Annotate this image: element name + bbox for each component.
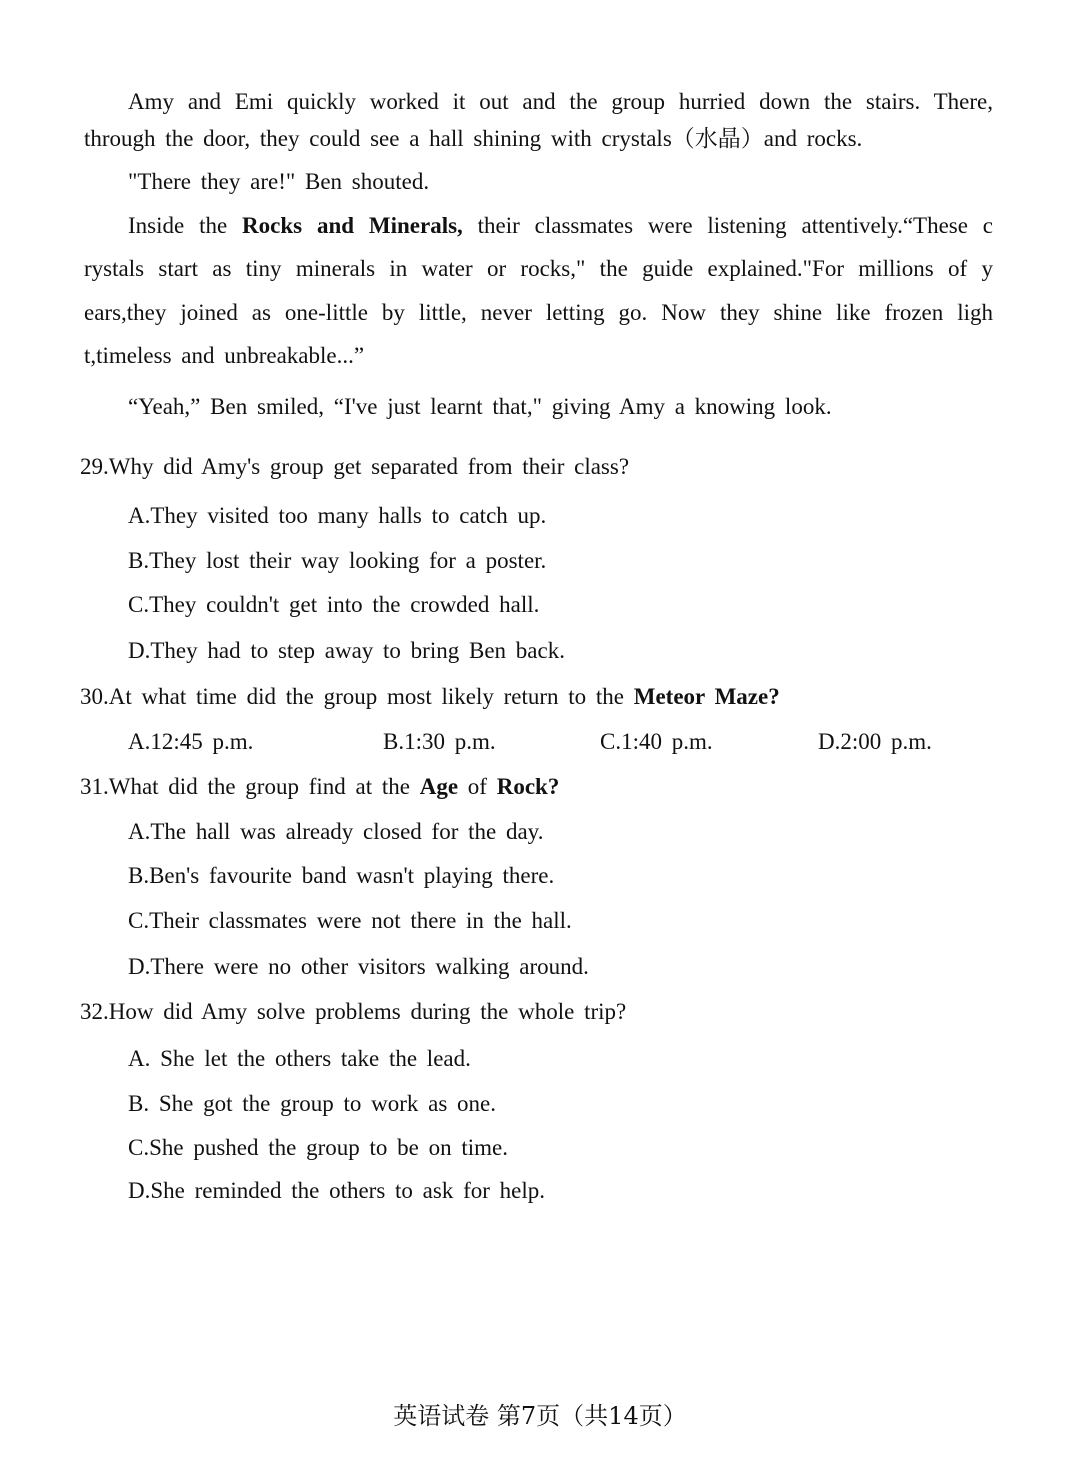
question-30-option-a: A.12:45 p.m.	[128, 729, 254, 754]
question-31-option-d: D.There were no other visitors walking around.	[128, 954, 589, 979]
question-31-option-c: C.Their classmates were not there in the hall.	[128, 908, 572, 933]
question-30-stem	[80, 682, 780, 712]
passage-paragraph-1-line-1: Amy and Emi quickly worked it out and the group hurried down the stairs. There,	[128, 89, 993, 114]
question-30-option-c: C.1:40 p.m.	[600, 729, 713, 754]
question-32-option-a: A. She let the others take the lead.	[128, 1046, 471, 1071]
question-text: 30.At what time did the group most likely return to the	[80, 684, 634, 709]
passage-text: Inside the	[128, 213, 243, 238]
passage-paragraph-1-line-2: through the door, they could see a hall shining with crystals（水晶）and rocks.	[84, 126, 863, 151]
hall-name-meteor-maze: Meteor Maze?	[633, 684, 780, 709]
question-29-stem: 29.Why did Amy's group get separated from their class?	[80, 454, 630, 479]
question-29-option-a: A.They visited too many halls to catch up.	[128, 503, 547, 528]
question-32-option-b: B. She got the group to work as one.	[128, 1091, 497, 1116]
hall-name-age: Age	[419, 774, 459, 799]
passage-paragraph-3-line-2: rystals start as tiny minerals in water or rocks," the guide explained."For millions of y	[84, 256, 993, 281]
hall-name-rock: Rock?	[496, 774, 560, 799]
question-32-option-c: C.She pushed the group to be on time.	[128, 1135, 508, 1160]
hall-name-rocks-and-minerals: Rocks and Minerals,	[242, 213, 463, 238]
passage-paragraph-2: "There they are!" Ben shouted.	[128, 169, 430, 194]
question-30-option-b: B.1:30 p.m.	[383, 729, 496, 754]
question-32-stem: 32.How did Amy solve problems during the whole trip?	[80, 999, 627, 1024]
question-29-option-c: C.They couldn't get into the crowded hall.	[128, 592, 540, 617]
question-31-stem	[80, 772, 559, 802]
passage-paragraph-3-line-3: ears,they joined as one-little by little, never letting go. Now they shine like frozen ligh	[84, 300, 993, 325]
page-footer: 英语试卷 第7页（共14页）	[393, 1402, 687, 1430]
question-31-option-a: A.The hall was already closed for the day.	[128, 819, 544, 844]
question-text: 31.What did the group find at the	[80, 774, 420, 799]
passage-paragraph-3-line-4: t,timeless and unbreakable...”	[84, 343, 365, 368]
question-30-option-d: D.2:00 p.m.	[818, 729, 932, 754]
passage-paragraph-4: “Yeah,” Ben smiled, “I've just learnt that," giving Amy a knowing look.	[128, 394, 832, 419]
question-29-option-b: B.They lost their way looking for a poster.	[128, 548, 547, 573]
passage-text: their classmates were listening attentively.“These c	[462, 213, 994, 238]
question-31-option-b: B.Ben's favourite band wasn't playing there.	[128, 863, 555, 888]
question-32-option-d: D.She reminded the others to ask for help.	[128, 1178, 545, 1203]
question-29-option-d: D.They had to step away to bring Ben back.	[128, 638, 565, 663]
passage-paragraph-3-line-1	[128, 211, 993, 241]
question-text: of	[458, 774, 497, 799]
